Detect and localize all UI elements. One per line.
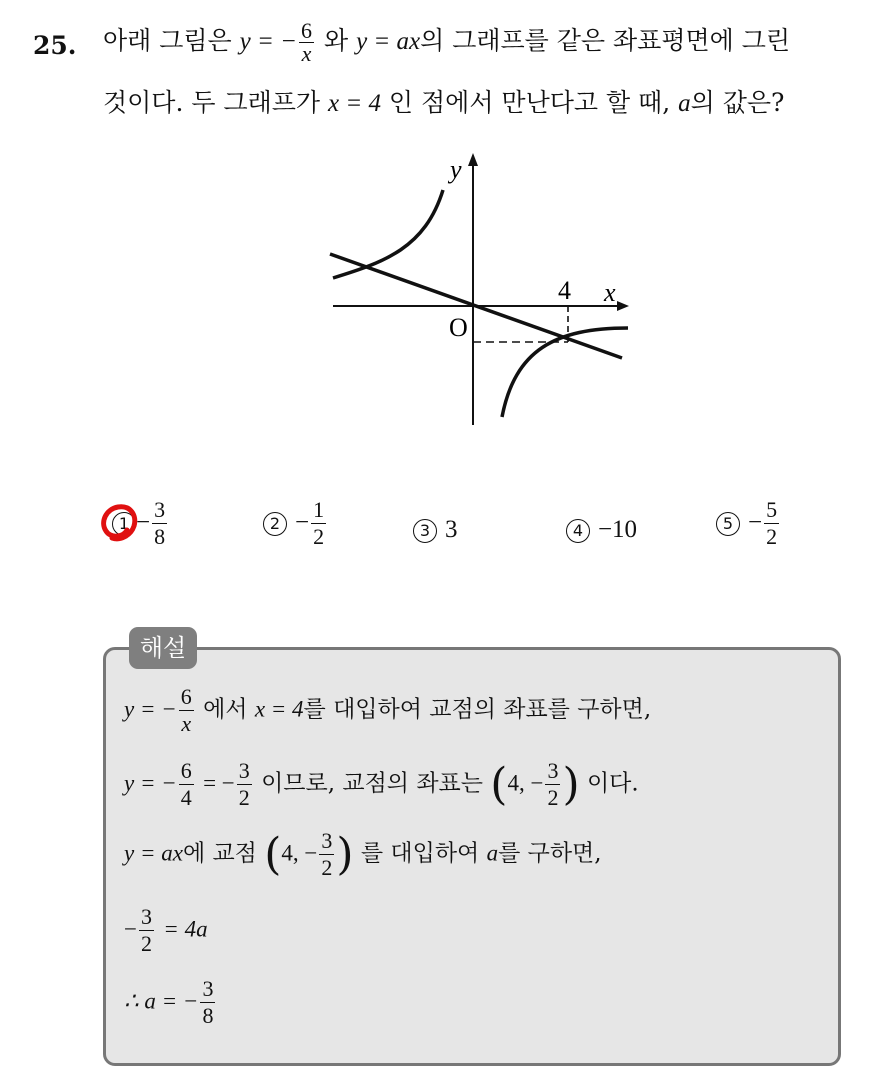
tick-label-4: 4 bbox=[558, 276, 571, 305]
equation: y = ax bbox=[356, 28, 421, 55]
choice-5[interactable]: 5 − $\frac{5}{2}$ bbox=[716, 497, 781, 550]
choice-marker-5: 5 bbox=[716, 512, 740, 536]
fraction: $\frac{3}{2}$ bbox=[140, 904, 152, 956]
question-text: 아래 그림은 bbox=[103, 26, 232, 55]
question-text: 와 bbox=[323, 26, 349, 55]
fraction: $\frac{3}{8}$ bbox=[202, 976, 214, 1028]
point-coordinate: 4, − bbox=[507, 770, 544, 796]
point-coordinate: 4, − bbox=[281, 840, 318, 866]
question-text: 의 그래프를 같은 좌표평면에 그린 bbox=[420, 26, 791, 55]
choice-2[interactable]: 2 − $\frac{1}{2}$ bbox=[263, 497, 328, 550]
question-number: 25. bbox=[33, 31, 77, 60]
solution-line-3: y = ax에 교점 (4, − $\frac{3}{2}$ ) 를 대입하여 a를 구하면, bbox=[124, 828, 602, 880]
origin-label: O bbox=[449, 313, 468, 342]
question-text: 인 점에서 만난다고 할 때, bbox=[388, 88, 671, 117]
variable: a bbox=[678, 90, 691, 117]
fraction: $\frac{5}{2}$ bbox=[766, 497, 778, 549]
solution-line-5: ∴ a = − $\frac{3}{8}$ bbox=[124, 976, 214, 1028]
choice-marker-1: 1 bbox=[112, 512, 136, 536]
question-line-2 bbox=[103, 90, 784, 116]
fraction: $\frac{3}{2}$ bbox=[547, 758, 559, 810]
equation-lhs: y = − bbox=[239, 28, 297, 55]
choice-3[interactable]: 3 3 bbox=[413, 514, 457, 544]
fraction: $\frac{3}{2}$ bbox=[238, 758, 250, 810]
fraction: $\frac{6}{x}$ bbox=[301, 18, 312, 66]
question-line-1 bbox=[103, 20, 790, 65]
question-text: 의 값은? bbox=[690, 88, 785, 117]
fraction: $\frac{3}{8}$ bbox=[154, 497, 166, 549]
question-text: 것이다. 두 그래프가 bbox=[103, 88, 321, 117]
fraction: $\frac{6}{4}$ bbox=[180, 758, 192, 810]
choice-marker-2: 2 bbox=[263, 512, 287, 536]
x-axis-arrow bbox=[617, 301, 629, 311]
choice-4[interactable]: 4 −10 bbox=[566, 514, 637, 544]
y-axis-arrow bbox=[468, 153, 478, 166]
solution-line-1: y = − $\frac{6}{x}$ 에서 x = 4를 대입하여 교점의 좌표를 구하면, bbox=[124, 684, 652, 736]
y-axis-label: y bbox=[450, 155, 462, 184]
solution-title: 해설 bbox=[129, 627, 197, 669]
fraction: $\frac{1}{2}$ bbox=[313, 497, 325, 549]
solution-line-2: y = − $\frac{6}{4}$ = − $\frac{3}{2}$ 이므로, 교점의 좌표는 (4, − $\frac{3}{2}$ ) 이다. bbox=[124, 758, 639, 810]
graph-figure bbox=[320, 150, 640, 440]
solution-line-4: − $\frac{3}{2}$ = 4a bbox=[124, 904, 208, 956]
choice-marker-4: 4 bbox=[566, 519, 590, 543]
fraction: $\frac{3}{2}$ bbox=[321, 828, 333, 880]
selected-answer-mark bbox=[97, 500, 145, 548]
choice-marker-3: 3 bbox=[413, 519, 437, 543]
x-axis-label: x bbox=[604, 278, 616, 307]
hyperbola-branch-upper-left bbox=[333, 190, 443, 278]
fraction: $\frac{6}{x}$ bbox=[180, 684, 192, 736]
choice-1[interactable]: 1 − $\frac{3}{8}$ bbox=[112, 497, 169, 550]
equation: x = 4 bbox=[328, 90, 381, 117]
